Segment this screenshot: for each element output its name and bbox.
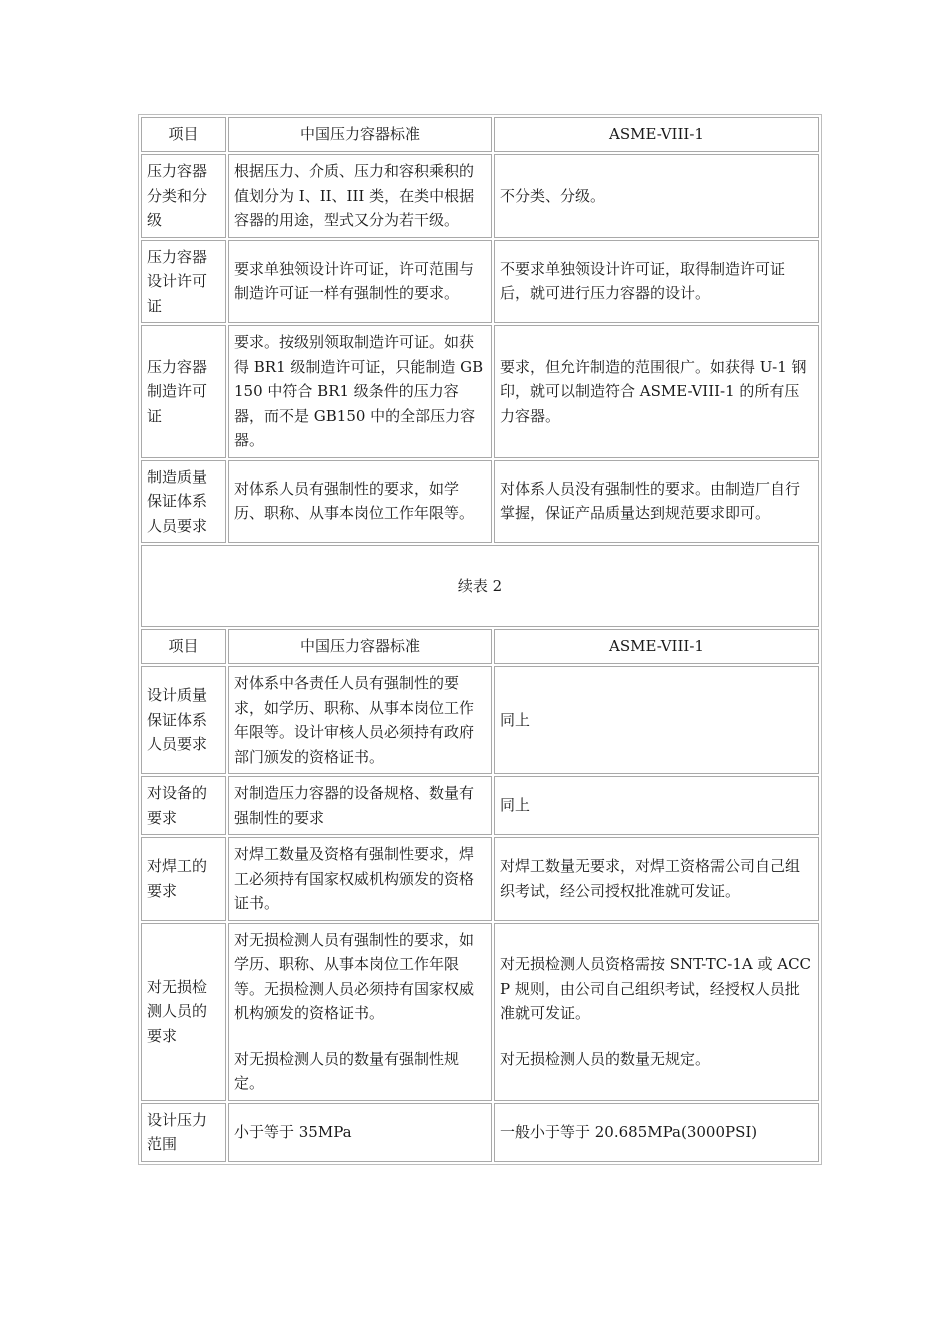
- table-row: [141, 1103, 819, 1162]
- asme-cell-paragraph: 同上: [500, 796, 531, 815]
- china-standard-cell-paragraph: 根据压力、介质、压力和容积乘积的值划分为 I、II、III 类，在类中根据容器的用途，型式又分为若干级。: [234, 162, 475, 229]
- row-item-label: 设计质量保证体系人员要求: [141, 666, 226, 774]
- china-standard-cell: [228, 154, 492, 238]
- row-item-label: 对无损检测人员的要求: [141, 923, 226, 1101]
- asme-cell-paragraph: 同上: [500, 710, 531, 729]
- asme-cell-paragraph: 要求，但允许制造的范围很广。如获得 U-1 钢印，就可以制造符合 ASME-VIII-1 的所有压力容器。: [500, 357, 807, 425]
- table-header-row: [141, 629, 819, 664]
- asme-cell: [494, 666, 819, 774]
- header-china-standard: 中国压力容器标准: [228, 629, 492, 664]
- table-row: [141, 666, 819, 774]
- table-caption: 续表 2: [141, 545, 819, 627]
- row-item-label: 设计压力范围: [141, 1103, 226, 1162]
- asme-cell: [494, 1103, 819, 1162]
- asme-cell: [494, 776, 819, 835]
- asme-cell-paragraph: 不分类、分级。: [500, 186, 606, 205]
- header-item: 项目: [141, 117, 226, 152]
- china-standard-cell: [228, 325, 492, 458]
- asme-cell: [494, 923, 819, 1101]
- china-standard-cell: [228, 837, 492, 921]
- china-standard-cell-paragraph: 对体系人员有强制性的要求，如学历、职称、从事本岗位工作年限等。: [234, 479, 475, 523]
- china-standard-cell-paragraph: 要求单独领设计许可证，许可范围与制造许可证一样有强制性的要求。: [234, 259, 475, 303]
- caption-row: [141, 545, 819, 627]
- asme-cell: [494, 325, 819, 458]
- table-row: [141, 325, 819, 458]
- comparison-table: [138, 114, 822, 1165]
- asme-cell: [494, 154, 819, 238]
- china-standard-cell-paragraph: 对无损检测人员有强制性的要求，如学历、职称、从事本岗位工作年限等。无损检测人员必须持有国家权威机构颁发的资格证书。: [234, 930, 475, 1022]
- china-standard-cell-paragraph: 对焊工数量及资格有强制性要求，焊工必须持有国家权威机构颁发的资格证书。: [234, 845, 475, 912]
- asme-cell-paragraph: 对体系人员没有强制性的要求。由制造厂自行掌握，保证产品质量达到规范要求即可。: [500, 479, 801, 523]
- asme-cell: [494, 837, 819, 921]
- table-row: [141, 154, 819, 238]
- header-asme: ASME-VIII-1: [494, 629, 819, 664]
- china-standard-cell: [228, 1103, 492, 1162]
- header-asme: ASME-VIII-1: [494, 117, 819, 152]
- china-standard-cell: [228, 240, 492, 324]
- comparison-document: [138, 114, 813, 1165]
- row-item-label: 制造质量保证体系人员要求: [141, 460, 226, 544]
- china-standard-cell: [228, 923, 492, 1101]
- row-item-label: 对焊工的要求: [141, 837, 226, 921]
- row-item-label: 压力容器设计许可证: [141, 240, 226, 324]
- row-item-label: 压力容器分类和分级: [141, 154, 226, 238]
- row-item-label: 压力容器制造许可证: [141, 325, 226, 458]
- asme-cell-paragraph: 一般小于等于 20.685MPa(3000PSI): [500, 1122, 758, 1141]
- asme-cell-paragraph: 对焊工数量无要求，对焊工资格需公司自己组织考试，经公司授权批准就可发证。: [500, 857, 801, 900]
- china-standard-cell-paragraph: 小于等于 35MPa: [234, 1122, 352, 1141]
- china-standard-cell: [228, 776, 492, 835]
- table-row: [141, 837, 819, 921]
- header-item: 项目: [141, 629, 226, 664]
- asme-cell-paragraph: 不要求单独领设计许可证，取得制造许可证后，就可进行压力容器的设计。: [500, 259, 786, 303]
- china-standard-cell-paragraph: 对制造压力容器的设备规格、数量有强制性的要求: [234, 784, 475, 827]
- table-header-row: [141, 117, 819, 152]
- table-row: [141, 240, 819, 324]
- asme-cell-paragraph: 对无损检测人员资格需按 SNT-TC-1A 或 ACCP 规则，由公司自己组织考试，经授权人员批准就可发证。: [500, 955, 812, 1022]
- row-item-label: 对设备的要求: [141, 776, 226, 835]
- comparison-table-body: [141, 117, 819, 1162]
- table-row: [141, 460, 819, 544]
- china-standard-cell-paragraph: 对体系中各责任人员有强制性的要求，如学历、职称、从事本岗位工作年限等。设计审核人员必须持有政府部门颁发的资格证书。: [234, 674, 475, 766]
- china-standard-cell: [228, 666, 492, 774]
- table-row: [141, 776, 819, 835]
- china-standard-cell-paragraph: 要求。按级别领取制造许可证。如获得 BR1 级制造许可证，只能制造 GB150 中符合 BR1 级条件的压力容器，而不是 GB150 中的全部压力容器。: [234, 333, 484, 449]
- asme-cell-paragraph: 对无损检测人员的数量无规定。: [500, 1049, 711, 1068]
- china-standard-cell: [228, 460, 492, 544]
- header-china-standard: 中国压力容器标准: [228, 117, 492, 152]
- asme-cell: [494, 240, 819, 324]
- asme-cell: [494, 460, 819, 544]
- china-standard-cell-paragraph: 对无损检测人员的数量有强制性规定。: [234, 1049, 460, 1092]
- table-row: [141, 923, 819, 1101]
